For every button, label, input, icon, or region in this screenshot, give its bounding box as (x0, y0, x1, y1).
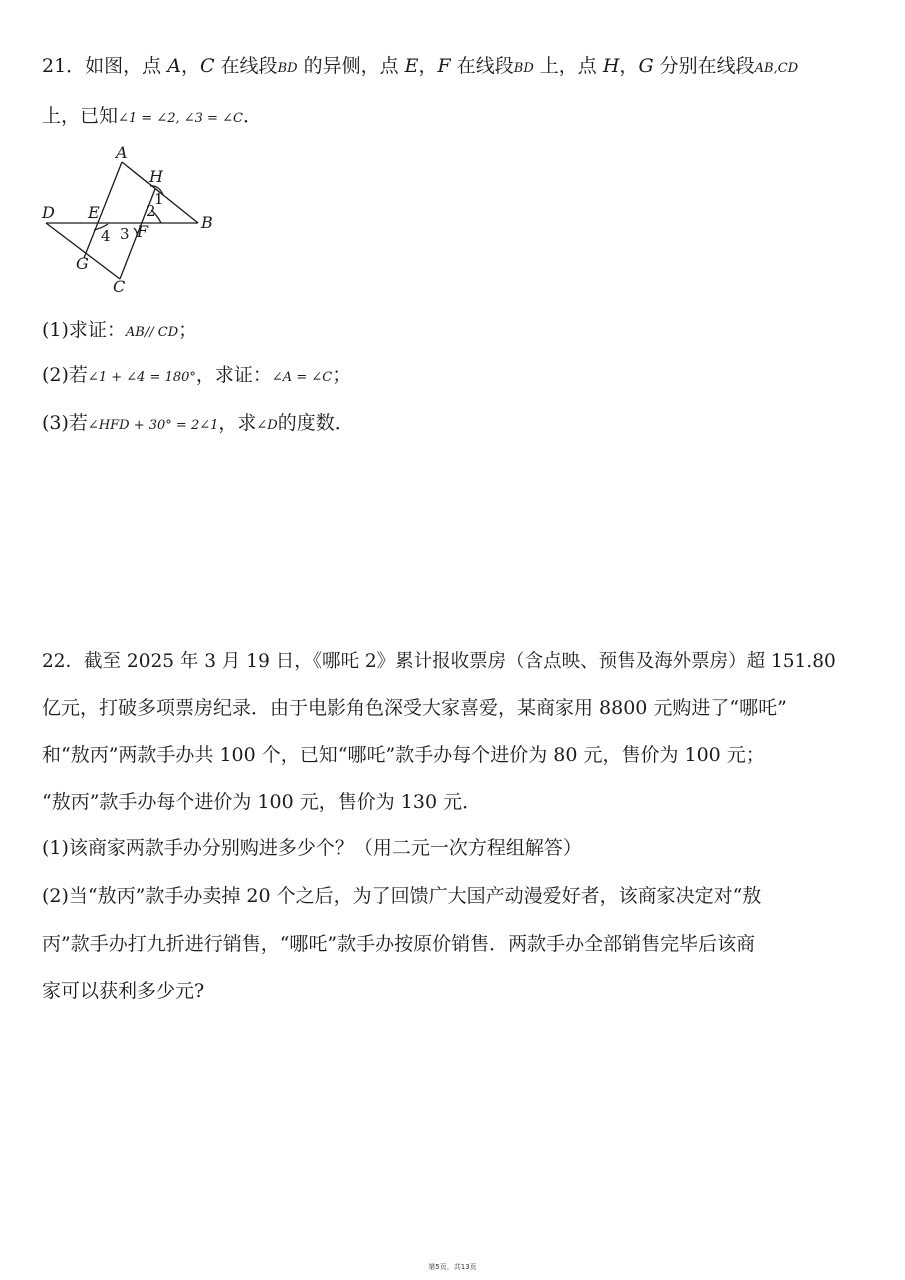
q22-part2-line2: 丙”款手办打九折进行销售，“哪吒”款手办按原价销售．两款手办全部销售完毕后该商 (42, 933, 756, 955)
label-angle-4: 4 (101, 227, 111, 245)
label-E: E (88, 203, 100, 222)
q21-stem-line1: 21．如图，点 A，C 在线段BD 的异侧，点 E，F 在线段BD 上，点 H，G 分别在线段AB,CD (42, 55, 799, 77)
q22-part2-line3: 家可以获利多少元? (42, 980, 205, 1002)
label-angle-2: 2 (146, 202, 156, 220)
label-F: F (137, 222, 149, 241)
label-C: C (113, 277, 126, 296)
label-A: A (116, 143, 128, 162)
label-B: B (201, 213, 213, 232)
q21-part1: (1)求证：AB// CD； (42, 319, 198, 341)
label-D: D (42, 203, 55, 222)
q22-part2-line1: (2)当“敖丙”款手办卖掉 20 个之后，为了回馈广大国产动漫爱好者，该商家决定对“敖 (42, 885, 762, 907)
label-G: G (76, 254, 89, 273)
q22-line-1: 22．截至 2025 年 3 月 19 日，《哪吒 2》累计报收票房（含点映、预售及海外票房）超 151.80 (42, 651, 836, 672)
q22-line-3: 和“敖丙”两款手办共 100 个，已知“哪吒”款手办每个进价为 80 元，售价为 100 元； (42, 744, 765, 766)
q21-part2: (2)若∠1 + ∠4 = 180°，求证：∠A = ∠C； (42, 364, 352, 386)
q21-part3: (3)若∠HFD + 30° = 2∠1，求∠D的度数． (42, 412, 354, 434)
q21-geometry-figure (36, 140, 236, 300)
q22-line-2: 亿元，打破多项票房纪录．由于电影角色深受大家喜爱，某商家用 8800 元购进了“哪吒” (42, 697, 787, 719)
page-footer: 第5页，共13页 (428, 1263, 477, 1271)
q22-line-4: “敖丙”款手办每个进价为 100 元，售价为 130 元． (42, 791, 482, 813)
label-H: H (149, 167, 163, 186)
label-angle-3: 3 (120, 225, 130, 243)
q21-stem-line2: 上，已知∠1 = ∠2, ∠3 = ∠C． (42, 105, 262, 127)
q22-part1: (1)该商家两款手办分别购进多少个？（用二元一次方程组解答） (42, 837, 582, 859)
label-angle-1: 1 (154, 190, 164, 208)
